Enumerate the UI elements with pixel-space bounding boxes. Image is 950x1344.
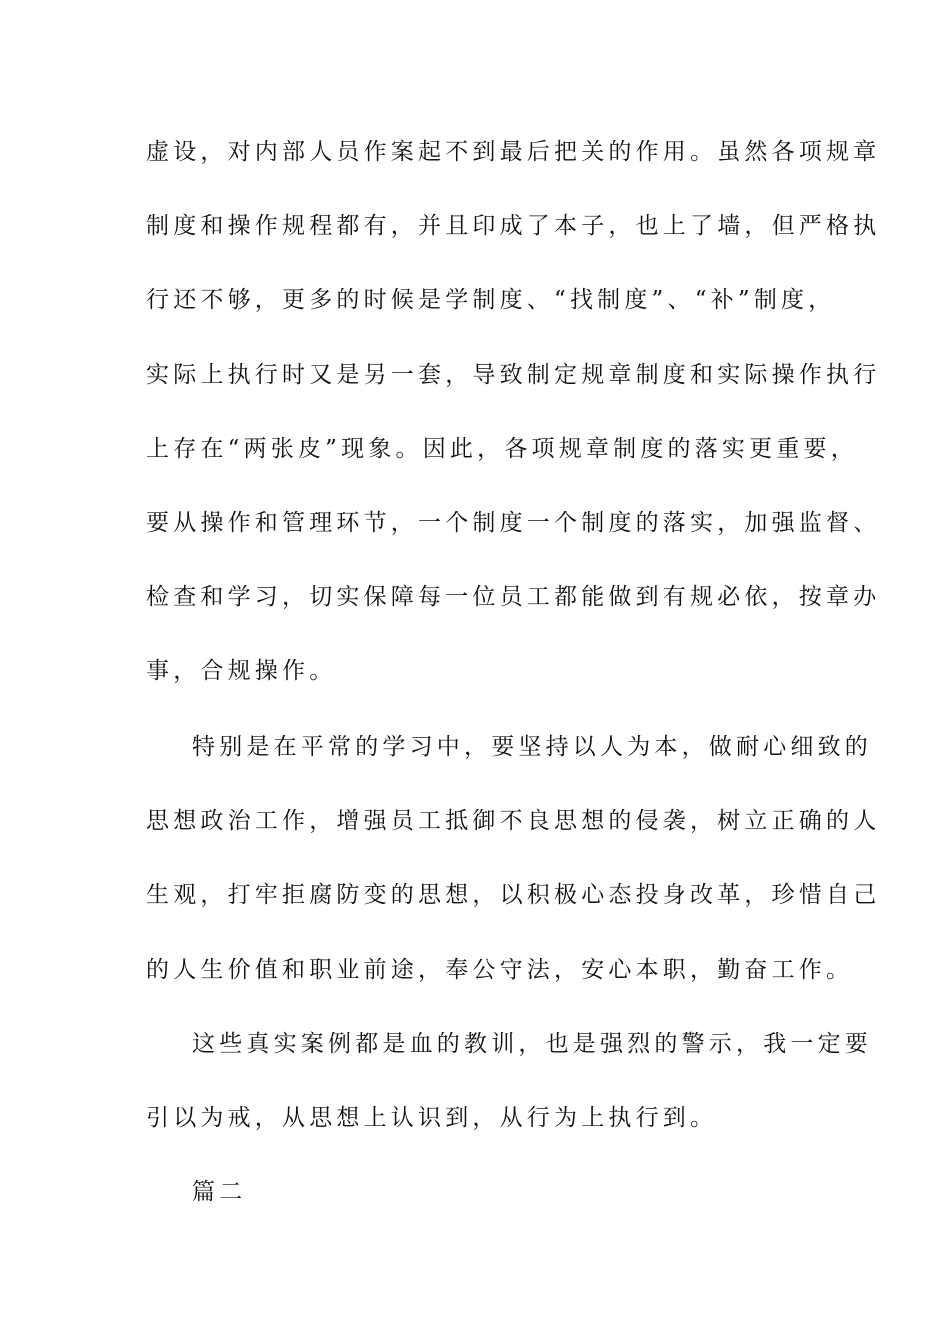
paragraph-line: 引以为戒，从思想上认识到，从行为上执行到。 [146, 1105, 718, 1132]
paragraph-line: 要从操作和管理环节，一个制度一个制度的落实，加强监督、 [146, 509, 881, 536]
paragraph-line: 检查和学习，切实保障每一位员工都能做到有规必依，按章办 [146, 584, 881, 611]
paragraph-line: 实际上执行时又是另一套，导致制定规章制度和实际操作执行 [146, 361, 881, 388]
paragraph-line: 这些真实案例都是血的教训，也是强烈的警示，我一定要 [192, 1031, 872, 1057]
paragraph-line: 行还不够，更多的时候是学制度、“找制度”、“补”制度， [146, 287, 836, 314]
paragraph-continuation [146, 115, 881, 709]
paragraph-line: 的人生价值和职业前途，奉公守法，安心本职，勤奋工作。 [146, 956, 854, 983]
paragraph-lesson [146, 1007, 872, 1155]
paragraph-line: 虚设，对内部人员作案起不到最后把关的作用。虽然各项规章 [146, 139, 881, 165]
section-heading: 篇二 [192, 1179, 247, 1205]
paragraph-line: 特别是在平常的学习中，要坚持以人为本，做耐心细致的 [192, 734, 872, 760]
paragraph-line: 制度和操作规程都有，并且印成了本子，也上了墙，但严格执 [146, 213, 881, 240]
paragraph-line: 生观，打牢拒腐防变的思想，以积极心态投身改革，珍惜自己 [146, 882, 881, 909]
paragraph-line: 思想政治工作，增强员工抵御不良思想的侵袭，树立正确的人 [146, 808, 881, 835]
paragraph-study [146, 710, 881, 1007]
section-heading-block [146, 1155, 806, 1229]
paragraph-line: 事，合规操作。 [146, 658, 337, 685]
paragraph-line: 上存在“两张皮”现象。因此，各项规章制度的落实更重要， [146, 435, 858, 462]
